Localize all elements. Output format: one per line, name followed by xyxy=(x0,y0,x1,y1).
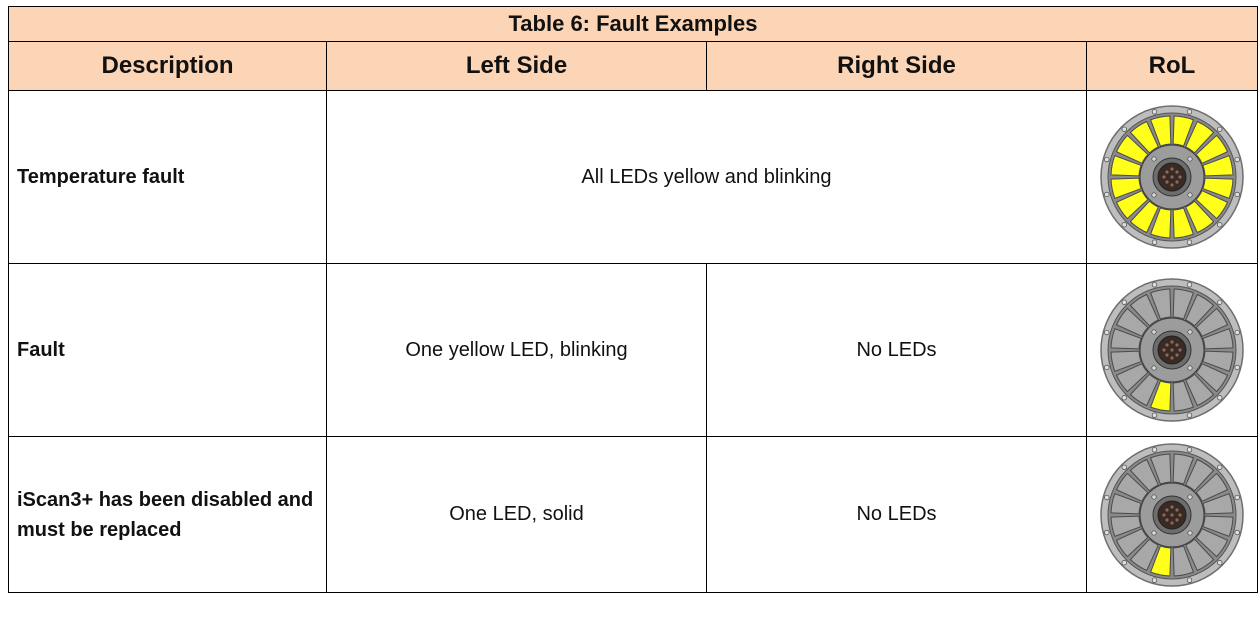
header-rol: RoL xyxy=(1087,42,1258,91)
row-right-side: No LEDs xyxy=(707,437,1087,593)
row-description: Temperature fault xyxy=(9,91,327,264)
header-right-side: Right Side xyxy=(707,42,1087,91)
table-title-row xyxy=(9,7,1258,42)
row-right-side: No LEDs xyxy=(707,264,1087,437)
row-left-side: One LED, solid xyxy=(327,437,707,593)
led-ring-one-solid-icon xyxy=(1097,440,1247,590)
row-description: Fault xyxy=(9,264,327,437)
row-rol-cell xyxy=(1087,91,1258,264)
table-row xyxy=(9,91,1258,264)
led-ring-all-yellow-icon xyxy=(1097,102,1247,252)
table-row xyxy=(9,264,1258,437)
row-description: iScan3+ has been disabled and must be replaced xyxy=(9,437,327,593)
row-merged-value: All LEDs yellow and blinking xyxy=(327,91,1087,264)
row-left-side: One yellow LED, blinking xyxy=(327,264,707,437)
header-description: Description xyxy=(9,42,327,91)
row-rol-cell xyxy=(1087,437,1258,593)
row-rol-cell xyxy=(1087,264,1258,437)
table-title: Table 6: Fault Examples xyxy=(9,7,1258,42)
fault-examples-table xyxy=(8,6,1258,593)
table-row xyxy=(9,437,1258,593)
table-header-row xyxy=(9,42,1258,91)
header-left-side: Left Side xyxy=(327,42,707,91)
led-ring-one-yellow-icon xyxy=(1097,275,1247,425)
